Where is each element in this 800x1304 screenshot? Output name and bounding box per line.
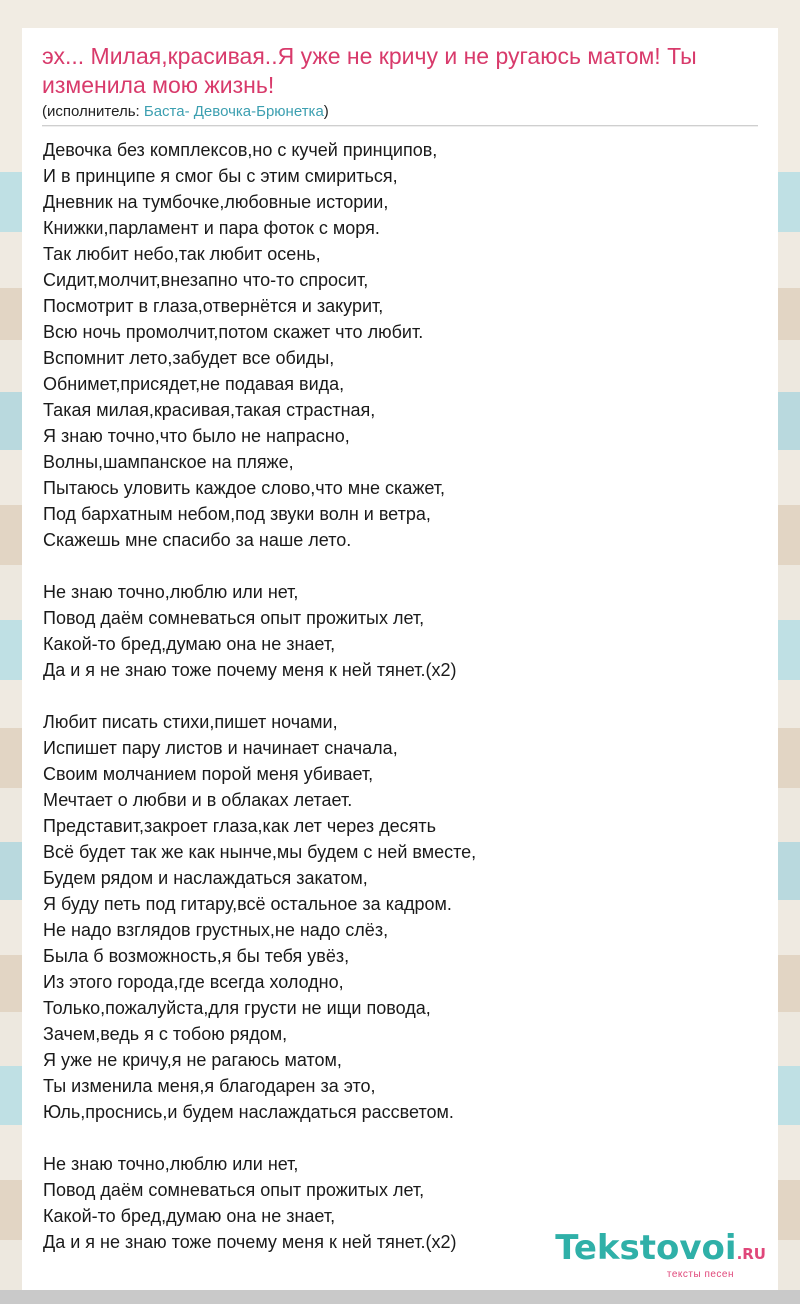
lyric-line: Такая милая,красивая,такая страстная, <box>43 400 376 420</box>
lyric-line: Юль,проснись,и будем наслаждаться рассветом. <box>43 1102 454 1122</box>
lyric-line: Сидит,молчит,внезапно что-то спросит, <box>43 270 369 290</box>
performer-prefix: (исполнитель: <box>42 103 144 120</box>
stanza-break <box>43 553 763 579</box>
lyric-line: Дневник на тумбочке,любовные истории, <box>43 192 389 212</box>
lyric-line: Не знаю точно,люблю или нет, <box>43 582 299 602</box>
logo-wordmark <box>555 1228 766 1271</box>
lyric-line: И в принципе я смог бы с этим смириться, <box>43 166 398 186</box>
lyric-line: Я буду петь под гитару,всё остальное за кадром. <box>43 894 452 914</box>
lyric-line: Посмотрит в глаза,отвернётся и закурит, <box>43 296 384 316</box>
lyrics-text <box>43 137 763 1255</box>
lyric-line: Своим молчанием порой меня убивает, <box>43 764 374 784</box>
lyric-line: Была б возможность,я бы тебя увёз, <box>43 946 350 966</box>
lyric-line: Я знаю точно,что было не напрасно, <box>43 426 350 446</box>
content-card <box>22 28 778 1290</box>
lyric-line: Из этого города,где всегда холодно, <box>43 972 344 992</box>
title-divider <box>42 125 758 126</box>
lyric-line: Ты изменила меня,я благодарен за это, <box>43 1076 376 1096</box>
performer-line <box>42 102 329 122</box>
lyric-line: Всю ночь промолчит,потом скажет что любит. <box>43 322 424 342</box>
lyric-line: Только,пожалуйста,для грусти не ищи повода, <box>43 998 431 1018</box>
stanza-break <box>43 1125 763 1151</box>
lyric-line: Какой-то бред,думаю она не знает, <box>43 634 336 654</box>
logo-name: Tekstovoi <box>555 1228 737 1268</box>
lyric-line: Так любит небо,так любит осень, <box>43 244 321 264</box>
lyric-line: Испишет пару листов и начинает сначала, <box>43 738 398 758</box>
lyric-line: Да и я не знаю тоже почему меня к ней тянет.(x2) <box>43 660 457 680</box>
lyric-line: Повод даём сомневаться опыт прожитых лет, <box>43 1180 425 1200</box>
lyric-line: Девочка без комплексов,но с кучей принципов, <box>43 140 438 160</box>
lyric-line: Волны,шампанское на пляже, <box>43 452 294 472</box>
lyric-line: Да и я не знаю тоже почему меня к ней тянет.(x2) <box>43 1232 457 1252</box>
stanza-break <box>43 683 763 709</box>
lyric-line: Я уже не кричу,я не рагаюсь матом, <box>43 1050 342 1070</box>
logo-tagline: тексты песен <box>666 1269 734 1280</box>
lyric-line: Книжки,парламент и пара фоток с моря. <box>43 218 380 238</box>
lyric-line: Какой-то бред,думаю она не знает, <box>43 1206 336 1226</box>
lyric-line: Не знаю точно,люблю или нет, <box>43 1154 299 1174</box>
lyric-line: Будем рядом и наслаждаться закатом, <box>43 868 368 888</box>
lyric-line: Вспомнит лето,забудет все обиды, <box>43 348 335 368</box>
performer-suffix: ) <box>323 103 329 120</box>
lyric-line: Повод даём сомневаться опыт прожитых лет, <box>43 608 425 628</box>
lyric-line: Представит,закроет глаза,как лет через десять <box>43 816 437 836</box>
lyric-line: Мечтает о любви и в облаках летает. <box>43 790 353 810</box>
lyric-line: Скажешь мне спасибо за наше лето. <box>43 530 352 550</box>
lyric-line: Любит писать стихи,пишет ночами, <box>43 712 338 732</box>
lyric-line: Не надо взглядов грустных,не надо слёз, <box>43 920 389 940</box>
artist-link[interactable]: Баста- Девочка-Брюнетка <box>143 103 324 120</box>
logo-tld: .RU <box>736 1245 766 1263</box>
lyric-line: Всё будет так же как нынче,мы будем с ней вместе, <box>43 842 477 862</box>
page-title: эх... Милая,красивая..Я уже не кричу и не ругаюсь матом! Ты изменила мою жизнь! <box>42 43 697 98</box>
lyric-line: Под бархатным небом,под звуки волн и ветра, <box>43 504 431 524</box>
lyric-line: Зачем,ведь я с тобою рядом, <box>43 1024 288 1044</box>
lyric-line: Пытаюсь уловить каждое слово,что мне скажет, <box>43 478 446 498</box>
site-logo[interactable] <box>555 1228 766 1280</box>
lyric-line: Обнимет,присядет,не подавая вида, <box>43 374 345 394</box>
